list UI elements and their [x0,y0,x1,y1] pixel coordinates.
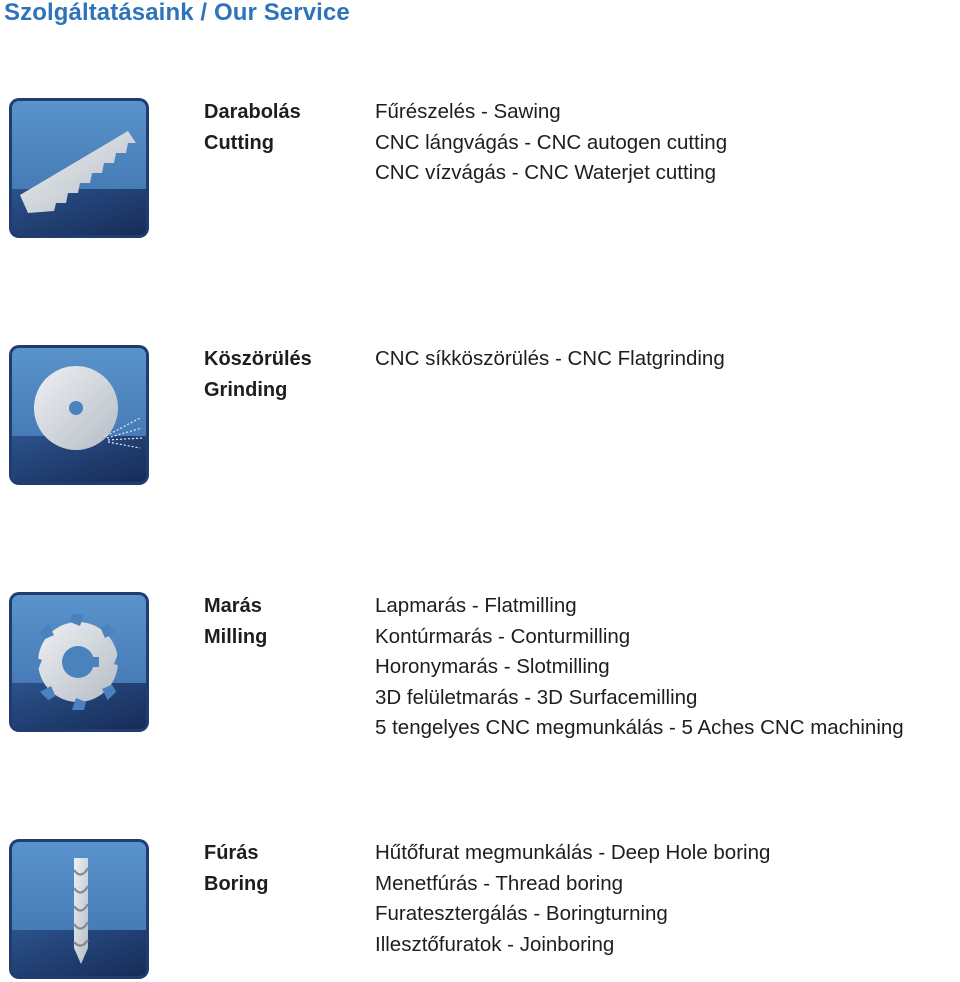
service-item: Hűtőfurat megmunkálás - Deep Hole boring [375,841,771,864]
service-list [375,591,904,744]
service-item: Illesztőfuratok - Joinboring [375,932,615,956]
service-item: Lapmarás - Flatmilling [375,594,577,617]
category-label [204,344,312,405]
service-item: CNC vízvágás - CNC Waterjet cutting [375,161,716,184]
category-en: Milling [204,625,268,648]
service-item: CNC síkköszörülés - CNC Flatgrinding [375,347,725,370]
service-list [375,838,770,960]
service-item: Kontúrmarás - Conturmilling [375,624,631,648]
service-grinding [8,344,958,486]
grinding-disc-icon [8,344,150,486]
category-label [204,97,301,158]
service-item: Horonymarás - Slotmilling [375,655,610,678]
milling-cutter-icon [8,591,150,733]
category-hu: Köszörülés [204,348,312,370]
service-milling [8,591,958,739]
category-en: Grinding [204,378,288,401]
category-hu: Fúrás [204,842,259,864]
drill-bit-icon [8,838,150,980]
service-item: 5 tengelyes CNC megmunkálás - 5 Aches CNC machining [375,716,904,739]
category-en: Boring [204,872,269,895]
saw-blade-icon [8,97,150,239]
service-cutting [8,97,958,239]
category-en: Cutting [204,131,274,154]
service-item: CNC lángvágás - CNC autogen cutting [375,130,728,154]
category-hu: Marás [204,595,262,617]
category-label [204,591,267,652]
service-item: Fűrészelés - Sawing [375,100,561,123]
category-label [204,838,268,899]
category-hu: Darabolás [204,101,301,123]
page-title: Szolgáltatásaink / Our Service [4,0,350,26]
service-list [375,344,725,375]
service-item: Furatesztergálás - Boringturning [375,902,668,925]
service-boring [8,838,958,980]
service-item: Menetfúrás - Thread boring [375,871,624,895]
service-item: 3D felületmarás - 3D Surfacemilling [375,685,698,709]
service-list [375,97,727,189]
